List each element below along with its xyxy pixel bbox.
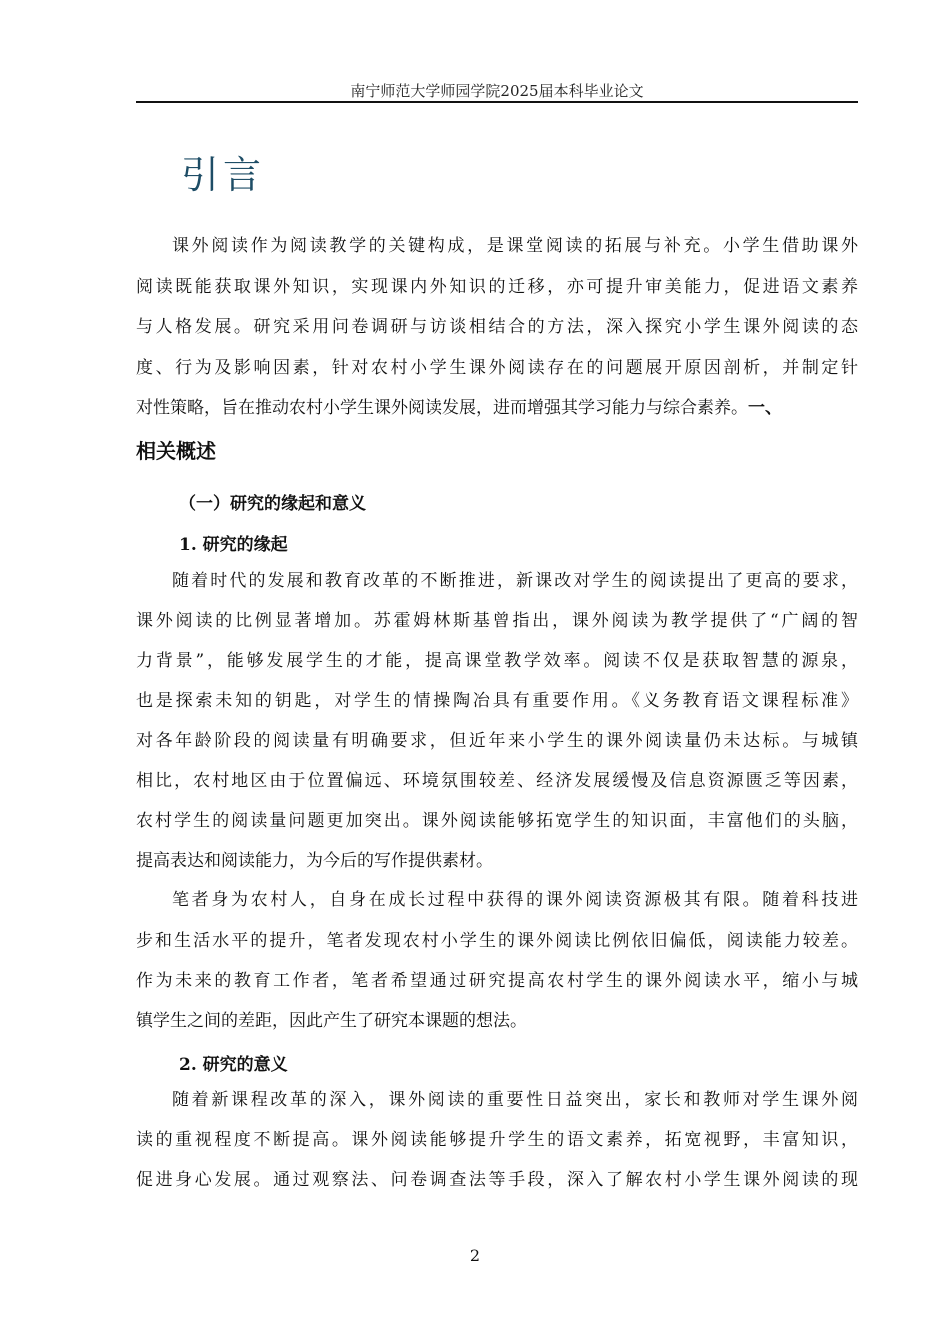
body-line: 读的重视程度不断提高。课外阅读能够提升学生的语文素养，拓宽视野，丰富知识， — [136, 1130, 858, 1150]
body-line: 步和生活水平的提升，笔者发现农村小学生的课外阅读比例依旧偏低，阅读能力较差。 — [136, 931, 858, 951]
body-line: 对各年龄阶段的阅读量有明确要求，但近年来小学生的课外阅读量仍未达标。与城镇 — [136, 731, 858, 751]
body-line: 提高表达和阅读能力，为今后的写作提供素材。 — [136, 851, 493, 871]
intro-line: 课外阅读作为阅读教学的关键构成，是课堂阅读的拓展与补充。小学生借助课外 — [172, 236, 858, 256]
body-line: 镇学生之间的差距，因此产生了研究本课题的想法。 — [136, 1011, 527, 1031]
body-line: 笔者身为农村人，自身在成长过程中获得的课外阅读资源极其有限。随着科技进 — [172, 890, 858, 910]
item-heading: 1. 研究的缘起 — [179, 535, 288, 555]
subsection-heading: （一）研究的缘起和意义 — [179, 494, 366, 514]
page-title: 引言 — [181, 153, 266, 197]
header-rule — [136, 101, 858, 103]
body-line: 课外阅读的比例显著增加。苏霍姆林斯基曾指出，课外阅读为教学提供了“广阔的智 — [136, 611, 858, 631]
section-heading: 相关概述 — [136, 439, 216, 463]
page-number: 2 — [469, 1246, 481, 1265]
body-line: 相比，农村地区由于位置偏远、环境氛围较差、经济发展缓慢及信息资源匮乏等因素， — [136, 771, 858, 791]
intro-line: 与人格发展。研究采用问卷调研与访谈相结合的方法，深入探究小学生课外阅读的态 — [136, 317, 858, 337]
section-number: 一、 — [748, 398, 782, 418]
running-header: 南宁师范大学师园学院2025届本科毕业论文 — [350, 82, 644, 100]
body-line: 促进身心发展。通过观察法、问卷调查法等手段，深入了解农村小学生课外阅读的现 — [136, 1170, 858, 1190]
body-line: 随着新课程改革的深入，课外阅读的重要性日益突出，家长和教师对学生课外阅 — [172, 1090, 858, 1110]
intro-line — [136, 398, 858, 418]
intro-line-text: 对性策略，旨在推动农村小学生课外阅读发展，进而增强其学习能力与综合素养。 — [136, 398, 748, 418]
body-line: 力背景”，能够发展学生的才能，提高课堂教学效率。阅读不仅是获取智慧的源泉， — [136, 651, 858, 671]
intro-line: 阅读既能获取课外知识，实现课内外知识的迁移，亦可提升审美能力，促进语文素养 — [136, 277, 858, 297]
body-line: 随着时代的发展和教育改革的不断推进，新课改对学生的阅读提出了更高的要求， — [172, 571, 858, 591]
body-line: 作为未来的教育工作者，笔者希望通过研究提高农村学生的课外阅读水平，缩小与城 — [136, 971, 858, 991]
body-line: 农村学生的阅读量问题更加突出。课外阅读能够拓宽学生的知识面，丰富他们的头脑， — [136, 811, 858, 831]
item-heading: 2. 研究的意义 — [179, 1055, 288, 1075]
intro-line: 度、行为及影响因素，针对农村小学生课外阅读存在的问题展开原因剖析，并制定针 — [136, 358, 858, 378]
body-line: 也是探索未知的钥匙，对学生的情操陶冶具有重要作用。《义务教育语文课程标准》 — [136, 691, 858, 711]
